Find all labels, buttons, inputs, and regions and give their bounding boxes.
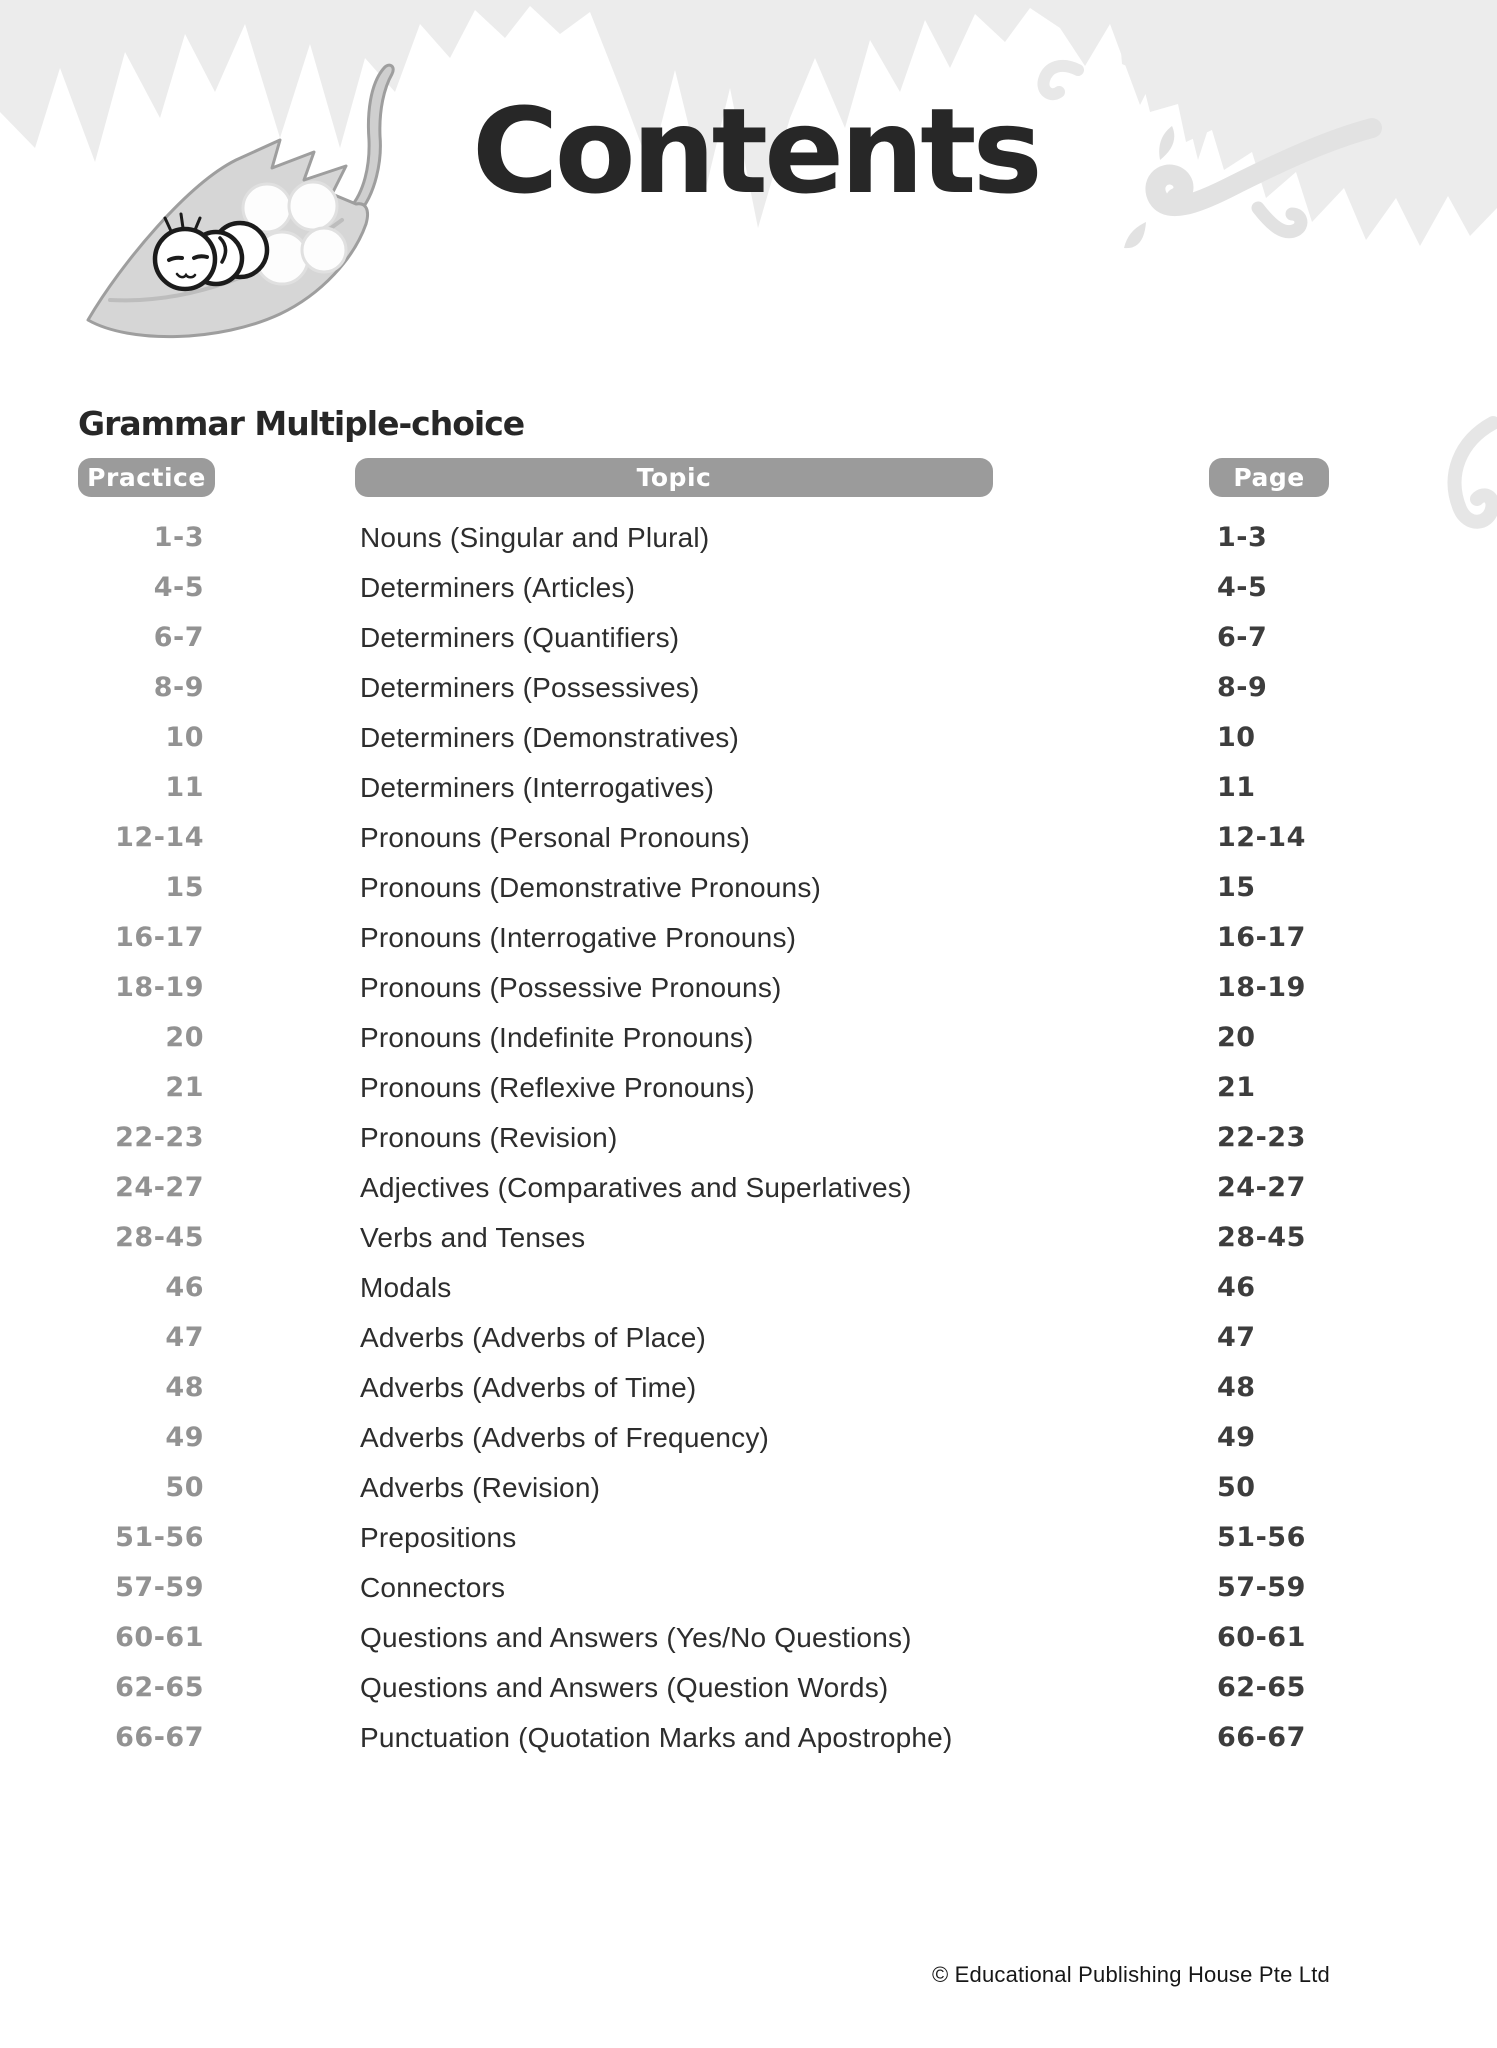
topic-label: Pronouns (Reflexive Pronouns) <box>360 1072 755 1103</box>
page-number: 21 <box>1217 1072 1256 1103</box>
column-header-practice: Practice <box>78 458 215 497</box>
page-number: 51-56 <box>1217 1522 1306 1553</box>
practice-number: 51-56 <box>115 1522 204 1553</box>
topic-label: Adverbs (Revision) <box>360 1472 601 1503</box>
table-row <box>0 1513 1497 1563</box>
page-number: 11 <box>1217 772 1256 803</box>
table-row <box>0 1263 1497 1313</box>
page-number: 48 <box>1217 1372 1256 1403</box>
practice-number: 66-67 <box>115 1722 204 1753</box>
topic-label: Questions and Answers (Yes/No Questions) <box>360 1622 912 1653</box>
page-number: 15 <box>1217 872 1256 903</box>
page-number: 18-19 <box>1217 972 1306 1003</box>
column-header-topic: Topic <box>355 458 993 497</box>
topic-label: Pronouns (Indefinite Pronouns) <box>360 1022 754 1053</box>
copyright-footer: © Educational Publishing House Pte Ltd <box>931 1962 1330 1987</box>
practice-number: 16-17 <box>115 922 204 953</box>
practice-number: 15 <box>165 872 204 903</box>
practice-number: 49 <box>165 1422 204 1453</box>
practice-number: 28-45 <box>115 1222 204 1253</box>
topic-label: Questions and Answers (Question Words) <box>360 1672 889 1703</box>
practice-number: 60-61 <box>115 1622 204 1653</box>
page-number: 6-7 <box>1217 622 1268 653</box>
topic-label: Determiners (Demonstratives) <box>360 722 740 753</box>
topic-label: Determiners (Interrogatives) <box>360 772 715 803</box>
page-number: 4-5 <box>1217 572 1268 603</box>
page-number: 60-61 <box>1217 1622 1306 1653</box>
table-row <box>0 1163 1497 1213</box>
page-number: 46 <box>1217 1272 1256 1303</box>
table-row <box>0 1713 1497 1763</box>
page-number: 22-23 <box>1217 1122 1306 1153</box>
section-heading: Grammar Multiple-choice <box>78 404 525 443</box>
topic-label: Determiners (Articles) <box>360 572 636 603</box>
page-number: 47 <box>1217 1322 1256 1353</box>
practice-number: 10 <box>165 722 204 753</box>
topic-label: Determiners (Possessives) <box>360 672 700 703</box>
page-number: 49 <box>1217 1422 1256 1453</box>
table-row <box>0 713 1497 763</box>
practice-number: 12-14 <box>115 822 204 853</box>
table-row <box>0 1613 1497 1663</box>
table-row <box>0 813 1497 863</box>
table-row <box>0 563 1497 613</box>
topic-label: Verbs and Tenses <box>360 1222 586 1253</box>
page-title: Contents <box>472 82 1039 220</box>
practice-number: 4-5 <box>153 572 204 603</box>
practice-number: 57-59 <box>115 1572 204 1603</box>
practice-number: 46 <box>165 1272 204 1303</box>
table-row <box>0 1063 1497 1113</box>
table-row <box>0 1013 1497 1063</box>
table-row <box>0 1463 1497 1513</box>
table-row <box>0 763 1497 813</box>
topic-label: Pronouns (Personal Pronouns) <box>360 822 751 853</box>
topic-label: Pronouns (Demonstrative Pronouns) <box>360 872 822 903</box>
caterpillar-on-leaf-illustration <box>70 52 435 347</box>
topic-label: Nouns (Singular and Plural) <box>360 522 710 553</box>
table-row <box>0 1113 1497 1163</box>
table-row <box>0 963 1497 1013</box>
practice-number: 48 <box>165 1372 204 1403</box>
table-row <box>0 663 1497 713</box>
topic-label: Pronouns (Revision) <box>360 1122 618 1153</box>
practice-number: 24-27 <box>115 1172 204 1203</box>
topic-label: Determiners (Quantifiers) <box>360 622 680 653</box>
topic-label: Adjectives (Comparatives and Superlatives) <box>360 1172 912 1203</box>
table-row <box>0 1563 1497 1613</box>
practice-number: 50 <box>165 1472 204 1503</box>
page-number: 16-17 <box>1217 922 1306 953</box>
topic-label: Connectors <box>360 1572 506 1603</box>
table-row <box>0 913 1497 963</box>
topic-label: Punctuation (Quotation Marks and Apostrophe) <box>360 1722 953 1753</box>
practice-number: 6-7 <box>153 622 204 653</box>
topic-label: Pronouns (Interrogative Pronouns) <box>360 922 797 953</box>
column-header-page: Page <box>1209 458 1329 497</box>
practice-number: 62-65 <box>115 1672 204 1703</box>
table-row <box>0 1663 1497 1713</box>
topic-label: Adverbs (Adverbs of Frequency) <box>360 1422 770 1453</box>
page-number: 10 <box>1217 722 1256 753</box>
table-row <box>0 1213 1497 1263</box>
practice-number: 47 <box>165 1322 204 1353</box>
practice-number: 22-23 <box>115 1122 204 1153</box>
page-number: 57-59 <box>1217 1572 1306 1603</box>
topic-label: Modals <box>360 1272 452 1303</box>
topic-label: Prepositions <box>360 1522 517 1553</box>
table-row <box>0 1413 1497 1463</box>
page-number: 8-9 <box>1217 672 1268 703</box>
practice-number: 1-3 <box>153 522 204 553</box>
practice-number: 11 <box>165 772 204 803</box>
page-number: 50 <box>1217 1472 1256 1503</box>
practice-number: 8-9 <box>153 672 204 703</box>
topic-label: Adverbs (Adverbs of Place) <box>360 1322 707 1353</box>
leaf-stem <box>350 65 393 214</box>
practice-number: 20 <box>165 1022 204 1053</box>
page-number: 28-45 <box>1217 1222 1306 1253</box>
page-number: 66-67 <box>1217 1722 1306 1753</box>
page-number: 12-14 <box>1217 822 1306 853</box>
table-row <box>0 613 1497 663</box>
contents-table <box>0 513 1497 1763</box>
table-row <box>0 863 1497 913</box>
practice-number: 18-19 <box>115 972 204 1003</box>
practice-number: 21 <box>165 1072 204 1103</box>
page-number: 20 <box>1217 1022 1256 1053</box>
caterpillar-head <box>155 229 215 289</box>
page-number: 62-65 <box>1217 1672 1306 1703</box>
table-row <box>0 1363 1497 1413</box>
topic-label: Pronouns (Possessive Pronouns) <box>360 972 782 1003</box>
table-row <box>0 1313 1497 1363</box>
page-number: 24-27 <box>1217 1172 1306 1203</box>
topic-label: Adverbs (Adverbs of Time) <box>360 1372 697 1403</box>
table-row <box>0 513 1497 563</box>
page-number: 1-3 <box>1217 522 1268 553</box>
